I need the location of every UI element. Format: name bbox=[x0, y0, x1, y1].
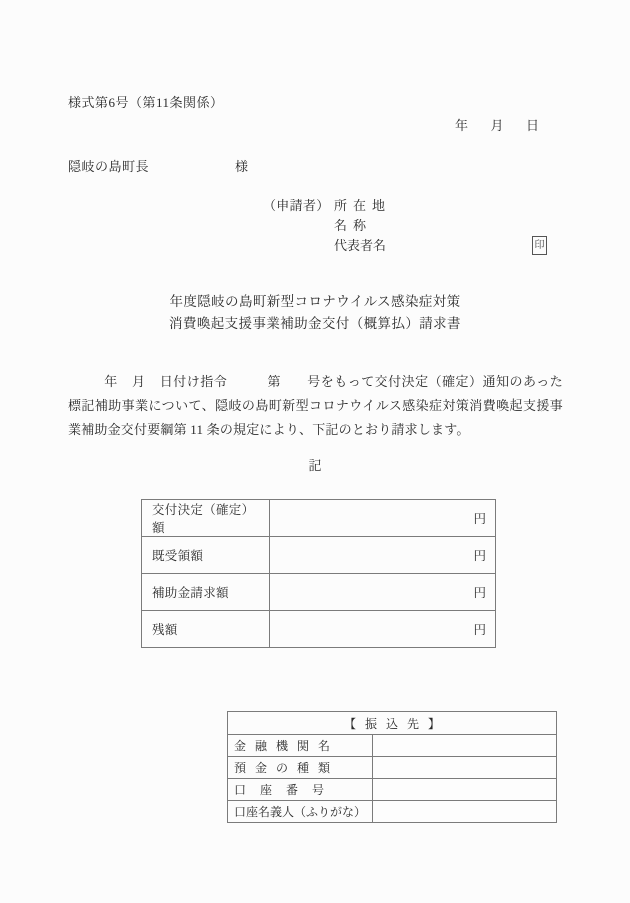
body-month-label: 月 bbox=[131, 374, 146, 389]
amount-value[interactable]: 円 bbox=[270, 537, 496, 574]
applicant-block bbox=[263, 195, 396, 255]
addressee-name: 隠岐の島町長 bbox=[68, 159, 150, 174]
date-month-label: 月 bbox=[490, 118, 505, 133]
table-row bbox=[142, 611, 496, 648]
bank-table-header: 【 振 込 先 】 bbox=[228, 712, 557, 735]
body-paragraph bbox=[68, 370, 563, 442]
amounts-table bbox=[141, 499, 496, 648]
page-title-line-2: 消費喚起支援事業補助金交付（概算払）請求書 bbox=[169, 316, 461, 331]
date-year-label: 年 bbox=[455, 118, 469, 133]
applicant-name-label: 名称 bbox=[334, 218, 373, 233]
table-row bbox=[228, 757, 557, 779]
table-row bbox=[228, 779, 557, 801]
date-day-label: 日 bbox=[526, 118, 540, 133]
applicant-address-row bbox=[263, 195, 396, 215]
applicant-tag: （申請者） bbox=[263, 198, 330, 213]
bank-header-row bbox=[228, 712, 557, 735]
date-line bbox=[455, 115, 540, 134]
amount-label: 交付決定（確定）額 bbox=[142, 500, 270, 537]
table-row bbox=[228, 801, 557, 823]
bank-account-holder-value[interactable] bbox=[373, 801, 557, 823]
applicant-name-row bbox=[263, 215, 396, 235]
body-number-label: 第 bbox=[267, 374, 281, 389]
form-code: 様式第6号（第11条関係） bbox=[68, 95, 224, 110]
amount-value[interactable]: 円 bbox=[270, 500, 496, 537]
page-title-line-1: 年度隠岐の島町新型コロナウイルス感染症対策 bbox=[169, 294, 461, 309]
ki-mark: 記 bbox=[308, 458, 322, 473]
page-title bbox=[0, 291, 630, 335]
amount-label: 残額 bbox=[142, 611, 270, 648]
body-main-text: 号をもって交付決定（確定）通知のあった標記補助事業について、隠岐の島町新型コロナウイルス感染症対策消費喚起支援事業補助金交付要綱第 11 条の規定により、下記のとおり請求します。 bbox=[68, 374, 563, 437]
bank-institution-label: 金融機関名 bbox=[228, 735, 373, 757]
applicant-address-label: 所在地 bbox=[334, 198, 392, 213]
amount-label: 補助金請求額 bbox=[142, 574, 270, 611]
table-row bbox=[142, 574, 496, 611]
body-day-text: 日付け指令 bbox=[159, 374, 228, 389]
bank-account-type-label: 預金の種類 bbox=[228, 757, 373, 779]
seal-stamp-icon: 印 bbox=[532, 236, 547, 255]
addressee-honorific: 様 bbox=[235, 159, 249, 174]
applicant-representative-label: 代表者名 bbox=[334, 238, 387, 253]
amount-value[interactable]: 円 bbox=[270, 611, 496, 648]
addressee bbox=[68, 156, 249, 175]
bank-institution-value[interactable] bbox=[373, 735, 557, 757]
bank-account-number-value[interactable] bbox=[373, 779, 557, 801]
bank-transfer-table bbox=[227, 711, 557, 823]
bank-account-holder-label: 口座名義人（ふりがな） bbox=[228, 801, 373, 823]
body-year-label: 年 bbox=[104, 374, 118, 389]
table-row bbox=[142, 500, 496, 537]
applicant-representative-row bbox=[263, 235, 396, 255]
bank-account-number-label: 口座番号 bbox=[228, 779, 373, 801]
amount-value[interactable]: 円 bbox=[270, 574, 496, 611]
table-row bbox=[228, 735, 557, 757]
table-row bbox=[142, 537, 496, 574]
amount-label: 既受領額 bbox=[142, 537, 270, 574]
bank-account-type-value[interactable] bbox=[373, 757, 557, 779]
